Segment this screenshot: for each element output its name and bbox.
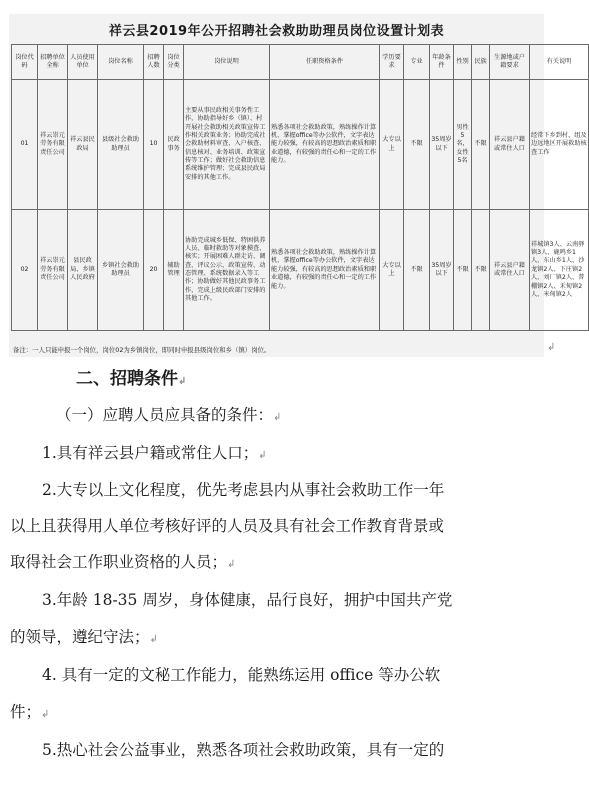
paragraph-text: 5.热心社会公益事业，熟悉各项社会救助政策，具有一定的 [42,741,445,759]
header-cell: 专业 [404,45,430,80]
paragraph-mark: ↲ [258,450,267,461]
header-cell: 招聘单位全称 [38,45,68,80]
table-cell: 01 [12,80,38,210]
paragraph-line [42,478,444,500]
paragraph-line [42,738,444,760]
paragraph-text: 的领导，遵纪守法； [10,628,150,646]
header-cell: 岗位说明 [184,45,270,80]
paragraph-line [42,588,452,610]
position-plan-table-image [9,14,587,357]
header-cell: 有关说明 [530,45,589,80]
paragraph-text: 件； [10,703,42,721]
header-cell: 学历要求 [380,45,404,80]
header-cell: 任职资格条件 [270,45,380,80]
paragraph-text: 2.大专以上文化程度，优先考虑县内从事社会救助工作一年 [42,481,445,499]
table-row [12,80,589,210]
table-cell: 熟悉各项社会救助政策，熟练操作计算机、掌握office等办公软件，文字表达能力较强，有较高的思想政治素质和职业道德，有较强的责任心和一定的工作能力。 [270,80,380,210]
paragraph-text: 3.年龄 18-35 周岁，身体健康，品行良好，拥护中国共产党 [42,591,453,609]
paragraph-mark: ↲ [273,412,282,423]
table-cell: 祥云县户籍或常住人口 [490,210,530,331]
table-cell: 县级社会救助助理员 [98,80,144,210]
table-row [12,210,589,331]
table-cell: 10 [144,80,164,210]
table-cell: 02 [12,210,38,331]
paragraph-mark: ↲ [41,709,50,720]
header-cell: 岗位名称 [98,45,144,80]
table-cell: 大专以上 [380,210,404,331]
paragraph-line [10,700,49,722]
paragraph-text: 4. 具有一定的文秘工作能力，能熟练运用 office 等办公软 [42,666,441,684]
table-cell: 不限 [472,80,490,210]
table-cell: 35周岁以下 [430,210,454,331]
paragraph-mark: ↲ [149,634,158,645]
section-heading [76,364,186,389]
header-cell: 招聘人数 [144,45,164,80]
table-title: 祥云县2019年公开招聘社会救助助理员岗位设置计划表 [108,24,445,39]
paragraph-line [56,403,281,425]
section-heading-text: 二、招聘条件 [76,369,178,389]
table-cell: 县民政局、乡镇人民政府 [68,210,98,331]
table-cell: 祥云县民政局 [68,80,98,210]
table-cell: 祥云崇元劳务有限责任公司 [38,210,68,331]
table-cell: 不限 [404,210,430,331]
paragraph-line [42,663,440,685]
paragraph-line [10,550,235,572]
table-cell: 不限 [404,80,430,210]
table-cell: 熟悉各项社会救助政策，熟练操作计算机、掌握office等办公软件，文字表达能力较强，有较高的思想政治素质和职业道德，有较强的责任心和一定的工作能力。 [270,210,380,331]
paragraph-line [10,625,158,647]
table-cell: 乡镇社会救助助理员 [98,210,144,331]
table-cell: 不限 [454,210,472,331]
table-header-row [12,45,589,80]
table-cell: 20 [144,210,164,331]
paragraph-mark: ↲ [227,559,236,570]
table-cell: 35周岁以下 [430,80,454,210]
position-plan-table [11,44,589,331]
paragraph-text: 1.具有祥云县户籍或常住人口； [42,444,259,462]
paragraph-line [42,441,267,463]
table-cell: 主要从事民政相关事务性工作，协助指导好乡（镇）、村开展社会救助相关政策宣传工作相关政策业务；协助完成社会救助材料审查、入户核查、信息核对、业务培训、政策宣传等工作；做好社会救助信息系统维护管理；完成县民政局安排的其他工作。 [184,80,270,210]
paragraph-text: 取得社会工作职业资格的人员； [10,553,228,571]
header-cell: 生源地或户籍要求 [490,45,530,80]
table-cell: 民政事务 [164,80,184,210]
table-cell: 不限 [472,210,490,331]
paragraph-line [10,514,444,536]
table-cell: 协助完成城乡低保、特困供养人员、临时救助等对象摸查、核实；开展困难人群走访、调查、评议公示，政策宣传、动态管理、系统数据录入等工作；协助做好其他民政事务工作，完成上级民政部门安排的其他工作。 [184,210,270,331]
paragraph-mark: ↲ [547,342,556,353]
header-cell: 岗位代码 [12,45,38,80]
table-note: 备注：一人只能申报一个岗位，岗位02为乡镇岗位，即同时申报县级岗位和乡（镇）岗位。 [13,346,271,354]
header-cell: 性别 [454,45,472,80]
header-cell: 岗位分类 [164,45,184,80]
table-cell: 祥云县户籍或常住人口 [490,80,530,210]
table-cell: 经常下乡到村，组及边远地区开展救助核查工作 [530,80,589,210]
header-cell: 年龄条件 [430,45,454,80]
table-cell: 辅助管理 [164,210,184,331]
table-cell: 男性5名，女性5名 [454,80,472,210]
paragraph-text: （一）应聘人员应具备的条件： [56,406,274,424]
header-cell: 人员使用单位 [68,45,98,80]
table-cell: 祥城镇3人、云南驿镇3人、鹿鸣乡1人、东山乡1人、沙龙镇2人、下庄镇2人、刘厂镇2人、普棚镇2人、禾甸镇2人、米甸镇2人 [530,210,589,331]
paragraph-text: 以上且获得用人单位考核好评的人员及具有社会工作教育背景或 [10,517,445,535]
paragraph-mark: ↲ [178,376,187,387]
table-cell: 祥云崇元劳务有限责任公司 [38,80,68,210]
table-cell: 大专以上 [380,80,404,210]
header-cell: 民族 [472,45,490,80]
